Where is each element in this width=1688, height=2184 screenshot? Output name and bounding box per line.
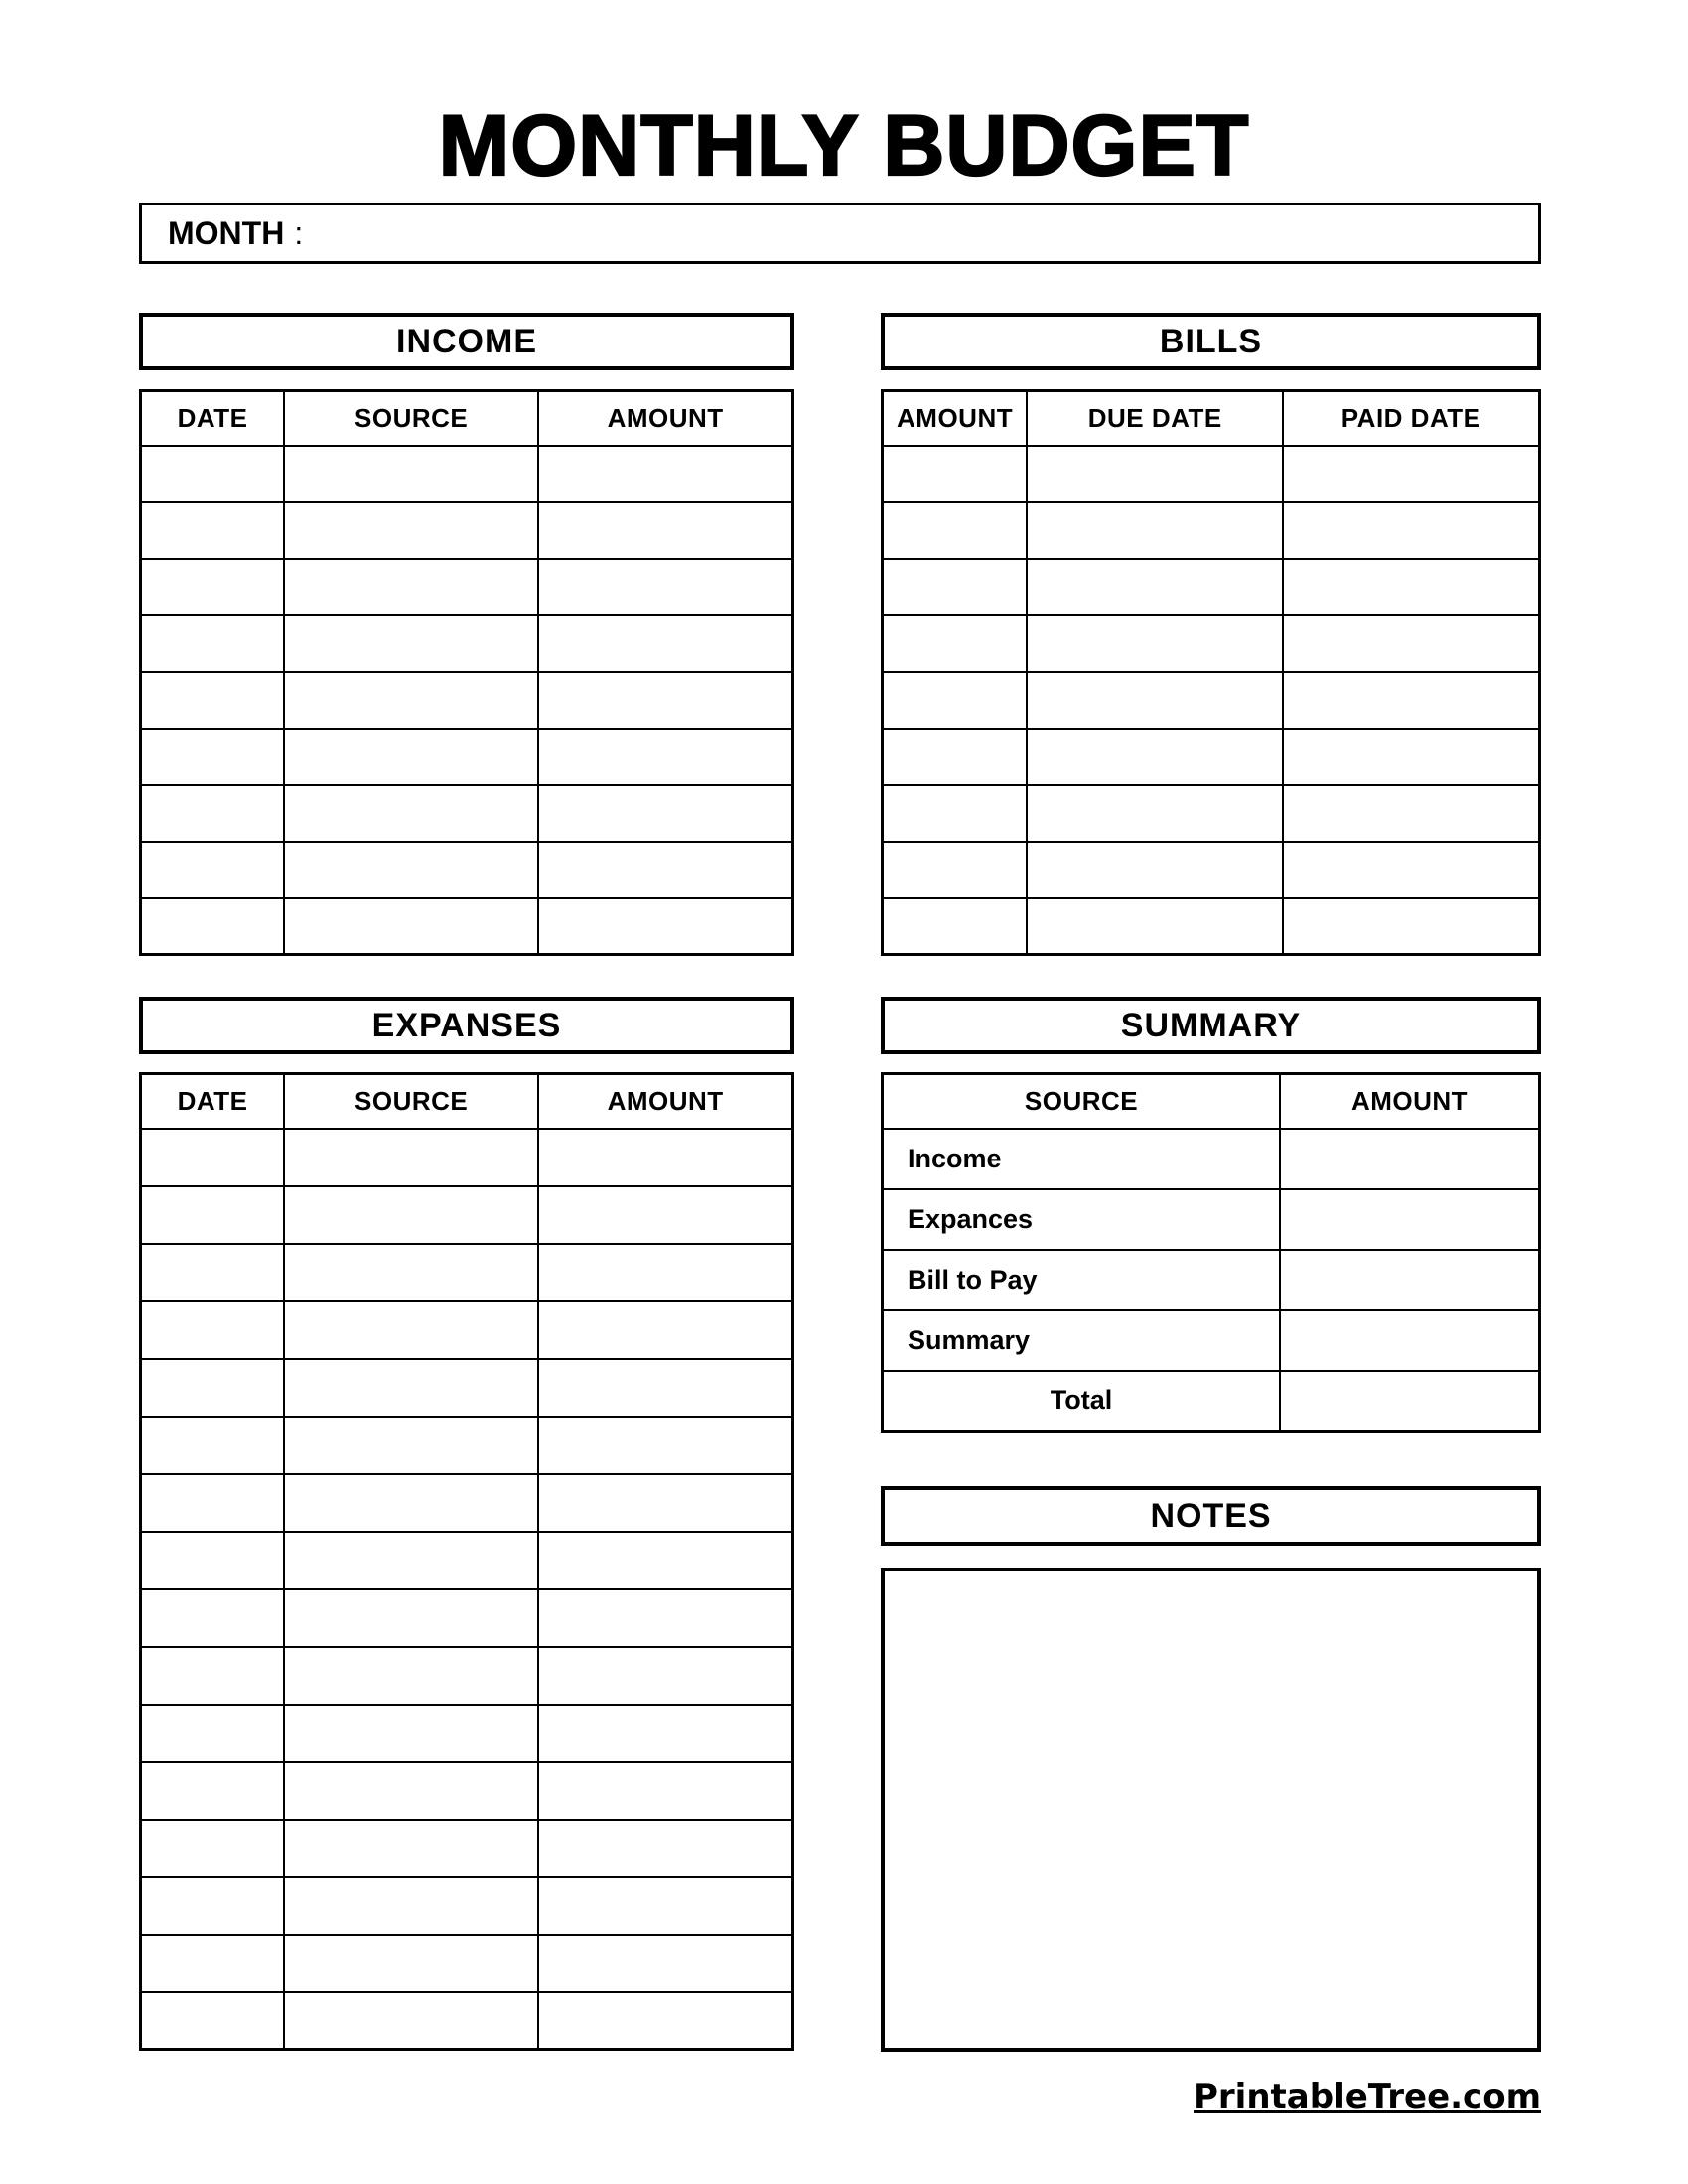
table-cell bbox=[141, 1762, 285, 1820]
table-cell bbox=[1280, 1250, 1540, 1310]
table-cell bbox=[1283, 842, 1539, 898]
bills-section-title bbox=[881, 313, 1541, 370]
table-cell bbox=[284, 898, 538, 955]
table-cell bbox=[284, 1647, 538, 1705]
summary-table bbox=[881, 1072, 1541, 1433]
table-row bbox=[141, 1359, 793, 1417]
table-row bbox=[883, 1250, 1540, 1310]
expanses-title-label: EXPANSES bbox=[371, 1006, 562, 1044]
table-row bbox=[141, 898, 793, 955]
table-cell bbox=[284, 559, 538, 615]
table-cell bbox=[141, 898, 285, 955]
month-field-box bbox=[139, 203, 1541, 264]
table-cell bbox=[141, 1705, 285, 1762]
table-row bbox=[141, 1417, 793, 1474]
table-row bbox=[141, 1762, 793, 1820]
table-cell bbox=[538, 672, 792, 729]
table-cell bbox=[284, 1935, 538, 1992]
table-cell bbox=[1283, 615, 1539, 672]
table-row bbox=[883, 446, 1540, 502]
summary-title-label: SUMMARY bbox=[1120, 1006, 1302, 1044]
table-cell bbox=[538, 1301, 792, 1359]
table-row bbox=[141, 1935, 793, 1992]
table-cell bbox=[1280, 1310, 1540, 1371]
table-cell bbox=[141, 842, 285, 898]
bills-header-row bbox=[883, 391, 1540, 446]
table-cell: Summary bbox=[883, 1310, 1281, 1371]
table-cell bbox=[141, 1244, 285, 1301]
table-cell bbox=[883, 559, 1028, 615]
page-title: MONTHLY BUDGET bbox=[438, 98, 1250, 194]
table-cell bbox=[883, 615, 1028, 672]
notes-area bbox=[881, 1568, 1541, 2052]
table-row bbox=[141, 1129, 793, 1186]
table-row bbox=[141, 1705, 793, 1762]
column-header-amount: AMOUNT bbox=[538, 1074, 792, 1129]
table-cell bbox=[141, 672, 285, 729]
table-cell bbox=[284, 785, 538, 842]
table-cell bbox=[284, 1129, 538, 1186]
table-row bbox=[141, 1992, 793, 2050]
table-cell bbox=[141, 1359, 285, 1417]
table-cell bbox=[141, 1129, 285, 1186]
table-row bbox=[883, 729, 1540, 785]
table-cell bbox=[141, 1589, 285, 1647]
table-row bbox=[141, 672, 793, 729]
table-row bbox=[141, 1186, 793, 1244]
table-cell bbox=[141, 1820, 285, 1877]
table-cell bbox=[538, 1417, 792, 1474]
table-cell bbox=[883, 729, 1028, 785]
column-header-paid-date: PAID DATE bbox=[1283, 391, 1539, 446]
table-cell bbox=[883, 898, 1028, 955]
month-colon: : bbox=[294, 214, 304, 251]
table-cell bbox=[284, 1992, 538, 2050]
notes-title-label: NOTES bbox=[1150, 1496, 1272, 1535]
table-cell bbox=[1027, 446, 1283, 502]
table-row bbox=[141, 1244, 793, 1301]
table-cell bbox=[141, 1877, 285, 1935]
table-cell bbox=[284, 1186, 538, 1244]
table-cell bbox=[538, 1992, 792, 2050]
table-cell bbox=[1283, 729, 1539, 785]
table-cell: Bill to Pay bbox=[883, 1250, 1281, 1310]
table-cell bbox=[538, 729, 792, 785]
summary-header-row bbox=[883, 1074, 1540, 1129]
table-row bbox=[141, 842, 793, 898]
footer-brand-link: PrintableTree.com bbox=[1194, 2077, 1541, 2116]
summary-section-title bbox=[881, 997, 1541, 1054]
table-row bbox=[141, 502, 793, 559]
table-cell bbox=[284, 1532, 538, 1589]
table-cell bbox=[141, 559, 285, 615]
column-header-amount: AMOUNT bbox=[883, 391, 1028, 446]
table-cell bbox=[883, 672, 1028, 729]
table-row bbox=[883, 502, 1540, 559]
table-cell bbox=[141, 1301, 285, 1359]
month-label: MONTH bbox=[168, 214, 285, 251]
table-row bbox=[883, 1189, 1540, 1250]
table-cell bbox=[284, 502, 538, 559]
table-cell bbox=[284, 1417, 538, 1474]
table-cell bbox=[883, 446, 1028, 502]
table-cell bbox=[1280, 1189, 1540, 1250]
table-row bbox=[883, 1129, 1540, 1189]
table-cell bbox=[141, 1647, 285, 1705]
table-row bbox=[141, 446, 793, 502]
column-header-source: SOURCE bbox=[883, 1074, 1281, 1129]
table-cell bbox=[883, 502, 1028, 559]
table-cell bbox=[538, 1129, 792, 1186]
table-cell bbox=[1027, 672, 1283, 729]
table-cell bbox=[141, 729, 285, 785]
expanses-table bbox=[139, 1072, 794, 2051]
table-cell bbox=[538, 615, 792, 672]
table-row bbox=[883, 898, 1540, 955]
column-header-source: SOURCE bbox=[284, 1074, 538, 1129]
table-cell bbox=[141, 1532, 285, 1589]
table-cell bbox=[538, 446, 792, 502]
table-row bbox=[141, 1647, 793, 1705]
table-cell bbox=[141, 1992, 285, 2050]
bills-title-label: BILLS bbox=[1159, 322, 1263, 360]
table-cell bbox=[883, 785, 1028, 842]
table-row bbox=[141, 1589, 793, 1647]
table-cell bbox=[284, 1762, 538, 1820]
table-cell bbox=[1283, 898, 1539, 955]
table-cell bbox=[1027, 729, 1283, 785]
table-cell bbox=[284, 1359, 538, 1417]
table-cell bbox=[538, 1532, 792, 1589]
table-row bbox=[141, 729, 793, 785]
table-cell bbox=[284, 446, 538, 502]
table-cell bbox=[141, 785, 285, 842]
table-cell bbox=[538, 842, 792, 898]
table-cell bbox=[1027, 502, 1283, 559]
income-header-row bbox=[141, 391, 793, 446]
table-cell bbox=[538, 1762, 792, 1820]
table-cell bbox=[538, 1359, 792, 1417]
table-cell bbox=[284, 615, 538, 672]
table-cell bbox=[1283, 785, 1539, 842]
table-cell: Total bbox=[883, 1371, 1281, 1432]
table-cell bbox=[284, 842, 538, 898]
table-cell bbox=[538, 559, 792, 615]
column-header-date: DATE bbox=[141, 1074, 285, 1129]
table-cell bbox=[538, 1647, 792, 1705]
table-cell bbox=[141, 1935, 285, 1992]
table-cell bbox=[284, 1705, 538, 1762]
table-row bbox=[883, 559, 1540, 615]
table-cell bbox=[284, 672, 538, 729]
table-cell bbox=[284, 1244, 538, 1301]
table-row bbox=[141, 1877, 793, 1935]
column-header-due-date: DUE DATE bbox=[1027, 391, 1283, 446]
table-cell bbox=[141, 1186, 285, 1244]
column-header-amount: AMOUNT bbox=[1280, 1074, 1540, 1129]
expanses-section-title bbox=[139, 997, 794, 1054]
table-cell bbox=[1027, 898, 1283, 955]
table-cell bbox=[1280, 1129, 1540, 1189]
table-cell bbox=[1283, 502, 1539, 559]
table-cell bbox=[284, 1301, 538, 1359]
table-cell bbox=[538, 1820, 792, 1877]
table-cell bbox=[538, 1705, 792, 1762]
table-cell bbox=[284, 729, 538, 785]
table-cell bbox=[538, 1474, 792, 1532]
table-row bbox=[883, 842, 1540, 898]
table-cell bbox=[538, 1935, 792, 1992]
bills-table bbox=[881, 389, 1541, 956]
table-row bbox=[141, 615, 793, 672]
table-cell bbox=[538, 785, 792, 842]
table-cell bbox=[538, 1589, 792, 1647]
table-cell bbox=[538, 1877, 792, 1935]
table-row bbox=[141, 559, 793, 615]
table-cell bbox=[141, 446, 285, 502]
table-row bbox=[883, 1371, 1540, 1432]
table-cell bbox=[1027, 559, 1283, 615]
table-cell bbox=[1027, 615, 1283, 672]
table-row bbox=[883, 672, 1540, 729]
table-cell bbox=[1027, 785, 1283, 842]
table-cell bbox=[141, 615, 285, 672]
table-row bbox=[141, 785, 793, 842]
table-cell: Income bbox=[883, 1129, 1281, 1189]
table-cell bbox=[1283, 672, 1539, 729]
table-cell bbox=[538, 502, 792, 559]
table-cell bbox=[1280, 1371, 1540, 1432]
table-cell bbox=[538, 1244, 792, 1301]
income-section-title bbox=[139, 313, 794, 370]
notes-section-title bbox=[881, 1486, 1541, 1546]
table-cell bbox=[141, 502, 285, 559]
table-row bbox=[141, 1301, 793, 1359]
table-row bbox=[883, 1310, 1540, 1371]
table-row bbox=[883, 785, 1540, 842]
table-cell bbox=[284, 1474, 538, 1532]
income-title-label: INCOME bbox=[396, 322, 537, 360]
table-row bbox=[883, 615, 1540, 672]
table-row bbox=[141, 1532, 793, 1589]
income-table bbox=[139, 389, 794, 956]
table-cell: Expances bbox=[883, 1189, 1281, 1250]
column-header-date: DATE bbox=[141, 391, 285, 446]
table-cell bbox=[284, 1589, 538, 1647]
table-row bbox=[141, 1820, 793, 1877]
column-header-amount: AMOUNT bbox=[538, 391, 792, 446]
table-cell bbox=[1283, 446, 1539, 502]
table-cell bbox=[284, 1820, 538, 1877]
expanses-header-row bbox=[141, 1074, 793, 1129]
table-cell bbox=[1283, 559, 1539, 615]
column-header-source: SOURCE bbox=[284, 391, 538, 446]
table-cell bbox=[538, 1186, 792, 1244]
table-cell bbox=[538, 898, 792, 955]
table-cell bbox=[141, 1474, 285, 1532]
table-cell bbox=[883, 842, 1028, 898]
table-row bbox=[141, 1474, 793, 1532]
table-cell bbox=[1027, 842, 1283, 898]
table-cell bbox=[141, 1417, 285, 1474]
table-cell bbox=[284, 1877, 538, 1935]
